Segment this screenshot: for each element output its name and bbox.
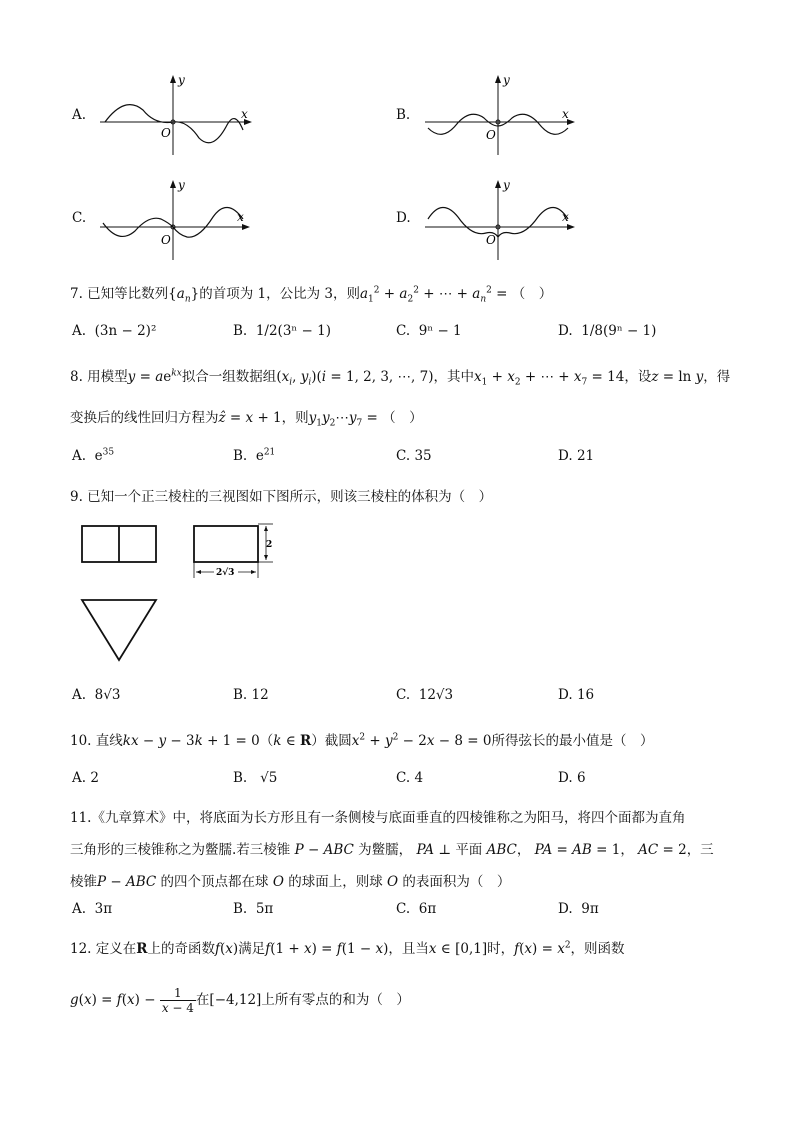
axis-y-label: y: [503, 73, 510, 87]
q7-option-b[interactable]: B. 1/2(3ⁿ − 1): [233, 323, 331, 339]
q11-option-a[interactable]: A. 3π: [72, 901, 113, 917]
question-12-line-2: g(x) = f(x) − $\frac{1}{x - 4}$ 在[−4,12]上所有零点的和为（ ）: [70, 986, 410, 1015]
q7-option-c[interactable]: C. 9ⁿ − 1: [396, 323, 462, 339]
height-dimension: 2: [266, 540, 273, 550]
axis-x-label: x: [562, 210, 569, 224]
q10-option-d[interactable]: D. 6: [558, 770, 586, 786]
graph-b-label: B.: [396, 107, 411, 123]
graph-c-label: C.: [72, 210, 87, 226]
axis-x-label: x: [562, 107, 569, 121]
q7-option-d[interactable]: D. 1/8(9ⁿ − 1): [558, 323, 657, 339]
q10-option-c[interactable]: C. 4: [396, 770, 424, 786]
graph-d-label: D.: [396, 210, 411, 226]
question-12-line-1: 12. 定义在R上的奇函数f(x)满足f(1 + x) = f(1 − x)，且当x ∈ [0,1]时，$f(x) = x^2$，则函数: [70, 940, 625, 957]
question-11-line-3: 棱锥P − ABC 的四个顶点都在球 O 的球面上，则球 O 的表面积为（ ）: [70, 874, 511, 890]
axis-y-label: y: [178, 178, 185, 192]
side-view: [194, 526, 258, 562]
origin-label: O: [486, 128, 496, 142]
q9-option-a[interactable]: A. 8√3: [72, 687, 121, 703]
q7-stem: = （ ）: [491, 286, 553, 302]
axis-y-label: y: [503, 178, 510, 192]
q8-option-b[interactable]: B. $e^{21}$: [233, 447, 276, 464]
question-11-line-1: 11.《九章算术》中，将底面为长方形且有一条侧棱与底面垂直的四棱锥称之为阳马，将四个面都为直角: [70, 810, 686, 826]
q8-option-a[interactable]: A. $e^{35}$: [72, 447, 115, 464]
q8-option-c[interactable]: C. 35: [396, 448, 432, 464]
graph-a-label: A.: [72, 107, 87, 123]
origin-label: O: [486, 233, 496, 247]
axis-y-label: y: [178, 73, 185, 87]
question-8-line-2: 变换后的线性回归方程为ẑ = x + 1，则$y_1y_2\cdots y_7$ = （ ）: [70, 410, 423, 429]
origin-label: O: [161, 233, 171, 247]
top-view: [82, 600, 156, 660]
q7-option-a[interactable]: A. (3n − 2)²: [72, 323, 157, 339]
q9-option-b[interactable]: B. 12: [233, 687, 269, 703]
graph-a: [95, 70, 265, 160]
width-dimension: 2√3: [216, 568, 235, 578]
question-9: 9. 已知一个正三棱柱的三视图如下图所示，则该三棱柱的体积为（ ）: [70, 489, 493, 505]
q7-stem: 的首项为 1，公比为 3，则: [199, 286, 360, 302]
question-8-line-1: 8. 用模型$y = ae^{kx}$拟合一组数据组($x_i$, $y_i)(i = 1$, 2, 3, ⋯, 7)，其中$x_1 + x_2$ + ⋯ + $x_7 = 14$，设z = ln y，得: [70, 368, 731, 388]
graph-c: [95, 175, 265, 265]
q8-option-d[interactable]: D. 21: [558, 448, 595, 464]
axis-x-label: x: [241, 107, 248, 121]
three-view-diagram: [78, 520, 278, 670]
question-7: 7. 已知等比数列$\{a_n\}$的首项为 1，公比为 3，则$a_1^2 + a_2^2$ + ⋯ + $a_n^2$ = （ ）: [70, 285, 553, 305]
graph-b: [420, 70, 590, 160]
question-10: 10. 直线kx − y − 3k + 1 = 0（k ∈ R）截圆$x^2 + y^2 - 2x - 8 = 0$所得弦长的最小值是（ ）: [70, 732, 654, 749]
question-11-line-2: 三角形的三棱锥称之为鳖臑.若三棱锥 P − ABC 为鳖臑， PA ⊥ 平面 ABC， PA = AB = 1， AC = 2，三: [70, 842, 714, 858]
q11-option-c[interactable]: C. 6π: [396, 901, 437, 917]
graph-d: [420, 175, 590, 265]
origin-label: O: [161, 126, 171, 140]
q7-stem: 7. 已知等比数列: [70, 286, 169, 302]
q11-option-b[interactable]: B. 5π: [233, 901, 274, 917]
q9-option-c[interactable]: C. 12√3: [396, 687, 454, 703]
q9-option-d[interactable]: D. 16: [558, 687, 595, 703]
q10-option-b[interactable]: B. √5: [233, 770, 278, 786]
q11-option-d[interactable]: D. 9π: [558, 901, 599, 917]
q10-option-a[interactable]: A. 2: [72, 770, 99, 786]
axis-x-label: x: [237, 210, 244, 224]
